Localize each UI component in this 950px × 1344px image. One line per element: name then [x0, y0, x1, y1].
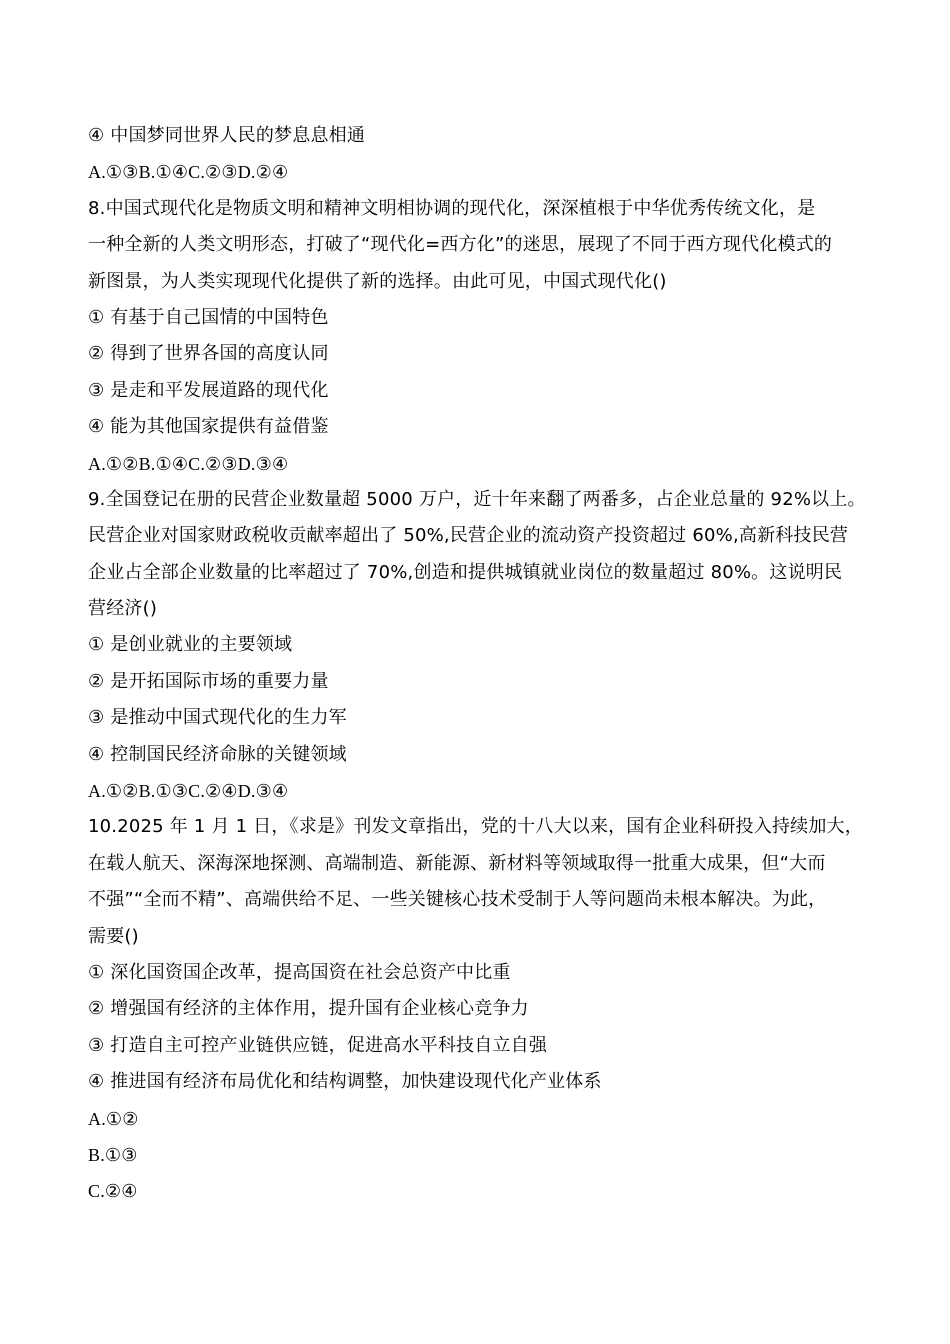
q10-option-3: ③ 打造自主可控产业链供应链，促进高水平科技自立自强 [88, 1034, 548, 1056]
q10-option-4: ④ 推进国有经济布局优化和结构调整，加快建设现代化产业体系 [88, 1071, 602, 1093]
q9-answer-choices: A.①②B.①③C.②④D.③④ [88, 781, 289, 802]
q9-option-2: ② 是开拓国际市场的重要力量 [88, 670, 329, 692]
q8-stem-line-1: 8.中国式现代化是物质文明和精神文明相协调的现代化，深深植根于中华优秀传统文化，是 [88, 197, 816, 219]
q10-stem-line-1: 10.2025 年 1 月 1 日，《求是》刊发文章指出，党的十八大以来，国有企业科研投入持续加大， [88, 816, 863, 838]
q7-answer-choices: A.①③B.①④C.②③D.②④ [88, 162, 289, 183]
q10-stem-line-4: 需要() [88, 925, 139, 947]
q9-option-1: ① 是创业就业的主要领域 [88, 634, 293, 656]
q9-option-3: ③ 是推动中国式现代化的生力军 [88, 707, 347, 729]
q8-option-2: ② 得到了世界各国的高度认同 [88, 343, 329, 365]
q9-option-4: ④ 控制国民经济命脉的关键领域 [88, 743, 347, 765]
q8-option-4: ④ 能为其他国家提供有益借鉴 [88, 416, 329, 438]
q9-stem-line-2: 民营企业对国家财政税收贡献率超出了 50%,民营企业的流动资产投资超过 60%,高新科技民营 [88, 525, 849, 547]
q8-answer-choices: A.①②B.①④C.②③D.③④ [88, 453, 289, 474]
q7-option-4: ④ 中国梦同世界人民的梦息息相通 [88, 125, 366, 146]
q9-stem-line-1: 9.全国登记在册的民营企业数量超 5000 万户，近十年来翻了两番多，占企业总量的 92%以上。 [88, 488, 866, 510]
q9-stem-line-3: 企业占全部企业数量的比率超过了 70%,创造和提供城镇就业岗位的数量超过 80%。这说明民 [88, 561, 843, 583]
q10-option-1: ① 深化国资国企改革，提高国资在社会总资产中比重 [88, 961, 511, 983]
q10-choice-a: A.①② [88, 1108, 139, 1129]
q10-choice-b: B.①③ [88, 1144, 138, 1165]
q8-option-1: ① 有基于自己国情的中国特色 [88, 306, 329, 328]
q9-stem-line-4: 营经济() [88, 598, 158, 620]
q10-stem-line-2: 在载人航天、深海深地探测、高端制造、新能源、新材料等领域取得一批重大成果，但“大而 [88, 852, 826, 874]
q8-option-3: ③ 是走和平发展道路的现代化 [88, 379, 329, 401]
q8-stem-line-3: 新图景，为人类实现现代化提供了新的选择。由此可见，中国式现代化() [88, 270, 667, 292]
q8-stem-line-2: 一种全新的人类文明形态，打破了“现代化=西方化”的迷思，展现了不同于西方现代化模式的 [88, 234, 833, 256]
q10-option-2: ② 增强国有经济的主体作用，提升国有企业核心竞争力 [88, 998, 529, 1020]
q10-stem-line-3: 不强”“全而不精”、高端供给不足、一些关键核心技术受制于人等问题尚未根本解决。为此， [88, 889, 827, 911]
document-page [88, 118, 878, 1210]
q10-choice-c: C.②④ [88, 1181, 138, 1202]
